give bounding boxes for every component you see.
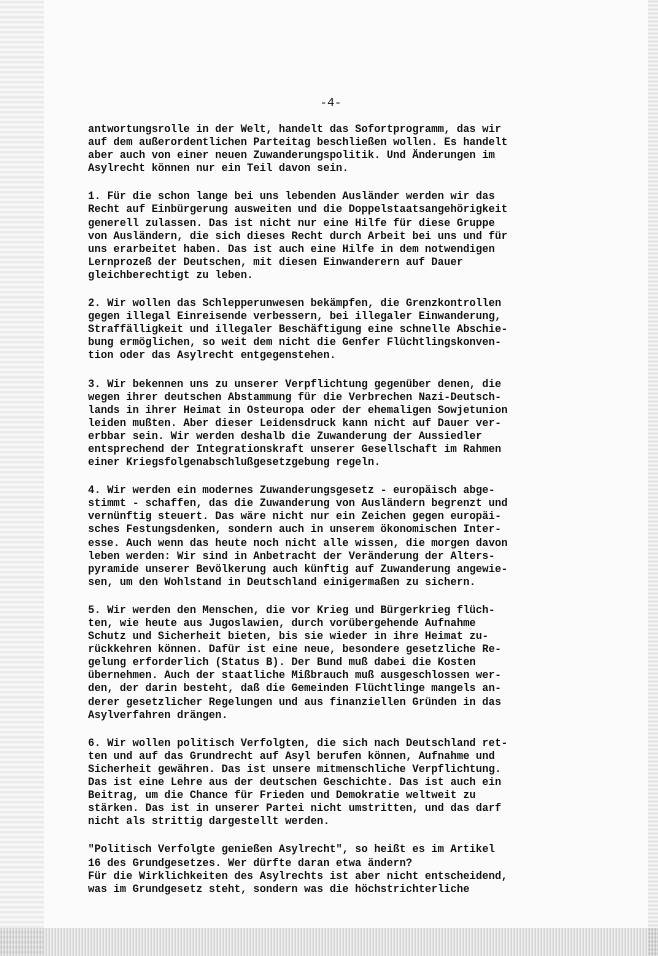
text-line: leiden mußten. Aber dieser Leidensdruck kann nicht auf Dauer ver-: [88, 417, 502, 430]
text-line: stärken. Das ist in unserer Partei nicht umstritten, und das darf: [88, 803, 502, 816]
scan-edge-right: [648, 0, 658, 956]
text-line: stimmt - schaffen, das die Zuwanderung von Ausländern begrenzt und: [88, 498, 508, 511]
text-line: erbbar sein. Wir werden deshalb die Zuwanderung der Aussiedler: [88, 430, 483, 443]
text-line: ten und auf das Grundrecht auf Asyl berufen können, Aufnahme und: [88, 750, 495, 763]
text-line: was im Grundgesetz steht, sondern was die höchstrichterliche: [88, 883, 470, 896]
text-line: uns erarbeitet haben. Das ist auch eine Hilfe in dem notwendigen: [88, 243, 495, 256]
text-line: Asylverfahren drängen.: [88, 709, 228, 722]
text-line: von Ausländern, die sich dieses Recht durch Arbeit bei uns und für: [88, 230, 508, 243]
text-line: esse. Auch wenn das heute noch nicht alle wissen, die morgen davon: [88, 537, 508, 550]
text-line: Für die Wirklichkeiten des Asylrechts ist aber nicht entscheidend,: [88, 870, 508, 883]
text-line: gegen illegal Einreisende verbessern, bei illegaler Einwanderung,: [88, 311, 502, 324]
text-line: leben werden: Wir sind in Anbetracht der Veränderung der Alters-: [88, 550, 495, 563]
text-line: gelung erforderlich (Status B). Der Bund muß dabei die Kosten: [88, 657, 476, 670]
text-line: nicht als strittig dargestellt werden.: [88, 816, 330, 829]
scan-edge-bottom: [0, 928, 658, 956]
text-line: 4. Wir werden ein modernes Zuwanderungsgesetz - europäisch abge-: [88, 485, 495, 498]
text-line: Das ist eine Lehre aus der deutschen Geschichte. Das ist auch ein: [88, 777, 502, 790]
text-line: 3. Wir bekennen uns zu unserer Verpflichtung gegenüber denen, die: [88, 378, 502, 391]
text-line: aber auch von einer neuen Zuwanderungspolitik. Und Änderungen im: [88, 150, 495, 163]
text-line: Sicherheit gewähren. Das ist unsere mitmenschliche Verpflichtung.: [88, 763, 502, 776]
text-line: gleichberechtigt zu leben.: [88, 269, 254, 282]
paragraph-4: [88, 485, 572, 590]
page-number: -4-: [320, 96, 342, 110]
text-line: Schutz und Sicherheit bieten, bis sie wieder in ihre Heimat zu-: [88, 631, 489, 644]
text-line: pyramide unserer Bevölkerung auch künftig auf Zuwanderung angewie-: [88, 563, 508, 576]
text-line: 2. Wir wollen das Schlepperunwesen bekämpfen, die Grenzkontrollen: [88, 298, 502, 311]
paragraph-6: [88, 738, 572, 830]
text-line: Recht auf Einbürgerung ausweiten und die Doppelstaatsangehörigkeit: [88, 204, 508, 217]
text-line: "Politisch Verfolgte genießen Asylrecht", so heißt es im Artikel: [88, 844, 495, 857]
text-line: Straffälligkeit und illegaler Beschäftigung eine schnelle Abschie-: [88, 324, 508, 337]
paragraph-5: [88, 605, 572, 723]
text-line: 5. Wir werden den Menschen, die vor Krieg und Bürgerkrieg flüch-: [88, 604, 495, 617]
text-line: übernehmen. Auch der staatliche Mißbrauch muß ausgeschlossen wer-: [88, 670, 502, 683]
paragraph-1: [88, 191, 572, 283]
text-line: generell zulassen. Das ist nicht nur eine Hilfe für diese Gruppe: [88, 217, 495, 230]
text-line: ten, wie heute aus Jugoslawien, durch vorübergehende Aufnahme: [88, 618, 476, 630]
text-line: Lernprozeß der Deutschen, mit diesen Einwanderern auf Dauer: [88, 256, 464, 269]
text-line: auf dem außerordentlichen Parteitag beschließen wollen. Es handelt: [88, 137, 508, 150]
text-line: vernünftig steuert. Das wäre nicht nur ein Zeichen gegen europäi-: [88, 511, 502, 524]
text-line: sches Festungsdenken, sondern auch in unserem ökonomischen Inter-: [88, 524, 502, 537]
text-line: wegen ihrer deutschen Abstammung für die Verbrechen Nazi-Deutsch-: [88, 391, 502, 404]
scan-edge-left: [0, 0, 44, 956]
text-line: entsprechend der Integrationskraft unserer Gesellschaft im Rahmen: [88, 443, 502, 456]
text-line: einer Kriegsfolgenabschlußgesetzgebung regeln.: [88, 457, 381, 470]
text-line: Beitrag, um die Chance für Frieden und Demokratie weltweit zu: [88, 790, 476, 803]
text-line: Asylrecht können nur ein Teil davon sein.: [88, 163, 349, 176]
paragraph-2: [88, 298, 572, 363]
text-line: rückkehren können. Dafür ist eine neue, besondere gesetzliche Re-: [88, 644, 502, 657]
text-line: 1. Für die schon lange bei uns lebenden Ausländer werden wir das: [88, 191, 495, 204]
text-line: bung ermöglichen, so weit dem nicht die Genfer Flüchtlingskonven-: [88, 337, 502, 350]
text-line: sen, um den Wohlstand in Deutschland einigermaßen zu sichern.: [88, 576, 476, 589]
paragraph-intro: [88, 124, 572, 176]
paragraph-article-16: [88, 844, 572, 896]
paragraph-3: [88, 379, 572, 471]
text-line: den, der darin besteht, daß die Gemeinden Flüchtlinge mangels an-: [88, 683, 502, 696]
text-line: 16 des Grundgesetzes. Wer dürfte daran etwa ändern?: [88, 857, 413, 870]
text-line: 6. Wir wollen politisch Verfolgten, die sich nach Deutschland ret-: [88, 737, 508, 750]
text-line: antwortungsrolle in der Welt, handelt das Sofortprogramm, das wir: [88, 124, 502, 136]
document-body: [88, 124, 572, 912]
text-line: tion oder das Asylrecht entgegenstehen.: [88, 350, 336, 363]
text-line: lands in ihrer Heimat in Osteuropa oder der ehemaligen Sowjetunion: [88, 404, 508, 417]
text-line: derer gesetzlicher Regelungen und aus finanziellen Gründen in das: [88, 696, 502, 709]
